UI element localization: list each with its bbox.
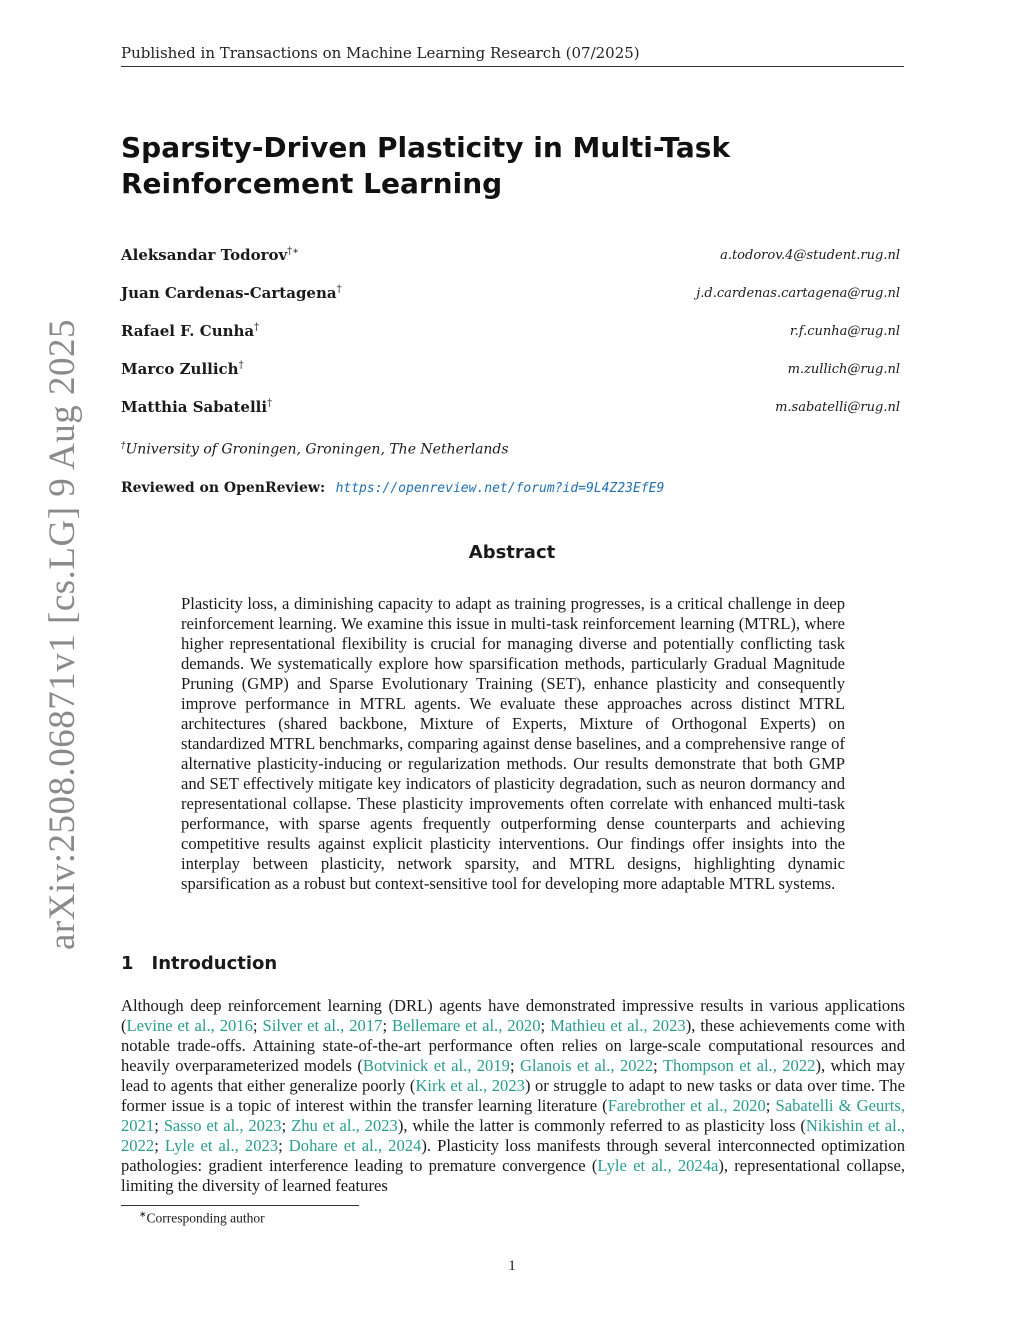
- citation-link[interactable]: Mathieu et al., 2023: [550, 1016, 686, 1035]
- citation-link[interactable]: Botvinick et al., 2019: [362, 1056, 510, 1075]
- citation-link[interactable]: Zhu et al., 2023: [291, 1116, 398, 1135]
- introduction-paragraph: Although deep reinforcement learning (DRL) agents have demonstrated impressive results in various applications (Levine et al., 2016; Silver et al., 2017; Bellemare et al., 2020; Mathieu et al., 2023), these achievements come with notable trade-offs. Attaining state-of-the-art performance often relies on large-scale computational resources and heavily overparameterized models (Botvinick et al., 2019; Glanois et al., 2022; Thompson et al., 2022), which may lead to agents that either generalize poorly (Kirk et al., 2023) or struggle to adapt to new tasks or data over time. The former issue is a topic of interest within the transfer learning literature (Farebrother et al., 2020; Sabatelli & Geurts, 2021; Sasso et al., 2023; Zhu et al., 2023), while the latter is commonly referred to as plasticity loss (Nikishin et al., 2022; Lyle et al., 2023; Dohare et al., 2024). Plasticity loss manifests through several interconnected optimization pathologies: gradient interference leading to premature convergence (Lyle et al., 2024a), representational collapse, limiting the diversity of learned features: [121, 996, 906, 1195]
- author-marks: †: [238, 360, 244, 371]
- openreview-link[interactable]: https://openreview.net/forum?id=9L4Z23EfE9: [335, 481, 665, 496]
- arxiv-stamp: arXiv:2508.06871v1 [cs.LG] 9 Aug 2025: [42, 319, 83, 950]
- author-row: [121, 360, 904, 382]
- section-heading: [121, 953, 277, 974]
- title-line-1: Sparsity-Driven Plasticity in Multi-Task: [121, 131, 731, 164]
- affiliation: †University of Groningen, Groningen, The Netherlands: [121, 441, 509, 458]
- title-line-2: Reinforcement Learning: [121, 167, 503, 200]
- author-email[interactable]: a.todorov.4@student.rug.nl: [720, 248, 900, 263]
- author-name: Matthia Sabatelli†: [121, 398, 273, 416]
- citation-link[interactable]: Sasso et al., 2023: [163, 1116, 282, 1135]
- affiliation-mark: †: [121, 441, 126, 451]
- author-name: Rafael F. Cunha†: [121, 322, 260, 340]
- author-marks: †∗: [287, 246, 300, 257]
- author-email[interactable]: m.sabatelli@rug.nl: [775, 400, 900, 415]
- author-row: [121, 284, 904, 306]
- review-label: Reviewed on OpenReview:: [121, 480, 326, 496]
- author-row: [121, 322, 904, 344]
- citation-link[interactable]: Levine et al., 2016: [126, 1016, 253, 1035]
- author-row: [121, 246, 904, 268]
- author-name: Aleksandar Todorov†∗: [121, 246, 300, 264]
- citation-link[interactable]: Lyle et al., 2023: [164, 1136, 279, 1155]
- author-email[interactable]: m.zullich@rug.nl: [787, 362, 900, 377]
- author-email[interactable]: j.d.cardenas.cartagena@rug.nl: [696, 286, 900, 301]
- author-marks: †: [267, 398, 273, 409]
- citation-link[interactable]: Nikishin et al., 2022: [121, 1116, 906, 1155]
- section-title: Introduction: [151, 953, 278, 974]
- abstract-heading: Abstract: [468, 542, 556, 563]
- citation-link[interactable]: Sabatelli & Geurts, 2021: [121, 1096, 905, 1135]
- footnote: ∗Corresponding author: [139, 1209, 265, 1226]
- author-email[interactable]: r.f.cunha@rug.nl: [789, 324, 900, 339]
- author-row: [121, 398, 904, 420]
- citation-link[interactable]: Thompson et al., 2022: [662, 1056, 816, 1075]
- footnote-rule: [121, 1205, 359, 1206]
- footnote-mark: ∗: [139, 1209, 147, 1219]
- author-marks: †: [336, 284, 342, 295]
- citation-link[interactable]: Dohare et al., 2024: [288, 1136, 422, 1155]
- section-number: 1: [121, 953, 134, 974]
- author-name: Juan Cardenas-Cartagena†: [121, 284, 342, 302]
- citation-link[interactable]: Farebrother et al., 2020: [607, 1096, 766, 1115]
- citation-link[interactable]: Lyle et al., 2024a: [597, 1156, 719, 1175]
- page-number: 1: [508, 1258, 516, 1274]
- author-name: Marco Zullich†: [121, 360, 244, 378]
- abstract-text: Plasticity loss, a diminishing capacity to adapt as training progresses, is a critical challenge in deep reinforcement learning. We examine this issue in multi-task reinforcement learning (MTRL), where higher representational flexibility is crucial for managing diverse and potentially conflicting task demands. We systematically explore how sparsification methods, particularly Gradual Magnitude Pruning (GMP) and Sparse Evolutionary Training (SET), enhance plasticity and consequently improve performance in MTRL agents. We evaluate these approaches across distinct MTRL architectures (shared backbone, Mixture of Experts, Mixture of Orthogonal Experts) on standardized MTRL benchmarks, comparing against dense baselines, and a comprehensive range of alternative plasticity-inducing or regularization methods. Our results demonstrate that both GMP and SET effectively mitigate key indicators of plasticity degradation, such as neuron dormancy and representational collapse. These plasticity improvements often correlate with enhanced multi-task performance, with sparse agents frequently outperforming dense counterparts and achieving competitive results against explicit plasticity interventions. Our findings offer insights into the interplay between plasticity, network sparsity, and MTRL designs, highlighting dynamic sparsification as a robust but context-sensitive tool for developing more adaptable MTRL systems.: [181, 594, 845, 893]
- running-head: Published in Transactions on Machine Learning Research (07/2025): [121, 44, 904, 67]
- citation-link[interactable]: Silver et al., 2017: [262, 1016, 383, 1035]
- citation-link[interactable]: Glanois et al., 2022: [519, 1056, 654, 1075]
- citation-link[interactable]: Kirk et al., 2023: [415, 1076, 525, 1095]
- paper-title: [121, 130, 821, 202]
- author-marks: †: [254, 322, 260, 333]
- review-line: [121, 480, 664, 496]
- citation-link[interactable]: Bellemare et al., 2020: [392, 1016, 541, 1035]
